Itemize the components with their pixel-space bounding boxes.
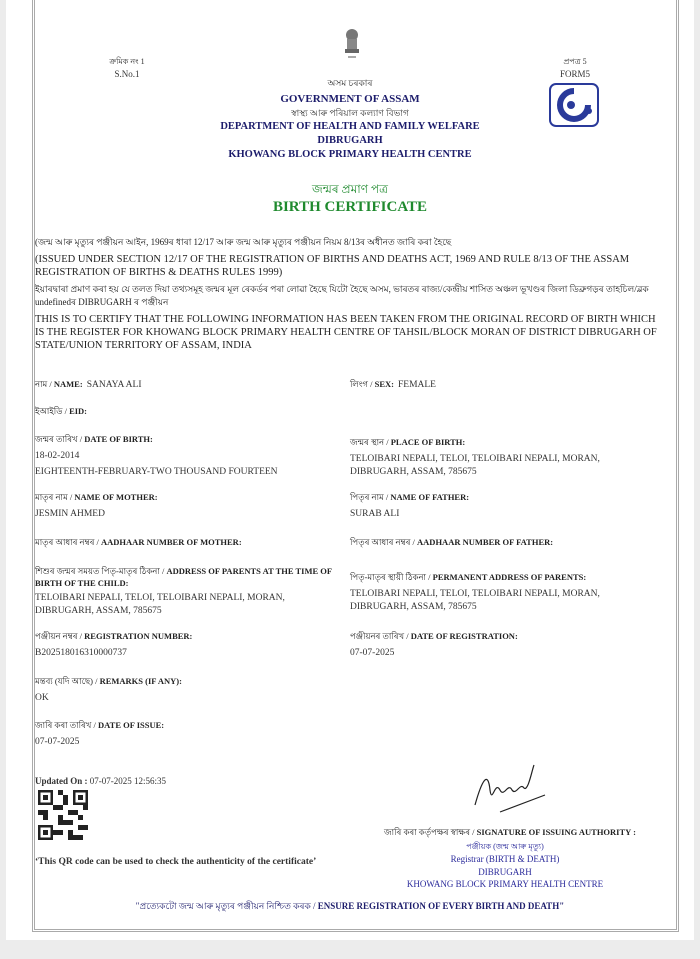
field-dob: জন্মৰ তাৰিখ / DATE OF BIRTH: 18-02-2014 EIGHTEENTH-FEBRUARY-TWO THOUSAND FOURTEEN: [35, 433, 340, 478]
dept-title: DEPARTMENT OF HEALTH AND FAMILY WELFARE: [220, 121, 480, 132]
sex-value: FEMALE: [397, 380, 436, 390]
certificate-title: BIRTH CERTIFICATE: [272, 199, 428, 215]
field-address-at-birth: শিশুৰ জন্মৰ সময়ত পিতৃ-মাতৃৰ ঠিকনা / ADDRESS OF PARENTS AT THE TIME OF BIRTH OF THE CHILD: TELOIBARI NEPALI, TELOI, TELOIBARI NEPALI, MORAN, DIBRUGARH, ASSAM, 785675: [35, 565, 340, 617]
name-value: SANAYA ALI: [86, 380, 142, 390]
signature-icon: [470, 760, 550, 815]
field-aadhaar-father: পিতৃৰ আধাৰ নম্বৰ / AADHAAR NUMBER OF FATHER:: [350, 537, 554, 547]
header-block: [150, 76, 550, 162]
title-as: জন্মৰ প্ৰমাণ পত্ৰ: [312, 182, 388, 196]
govt-title: GOVERNMENT OF ASSAM: [280, 93, 420, 105]
field-permanent-address: পিতৃ-মাতৃৰ স্থায়ী ঠিকনা / PERMANENT ADDRESS OF PARENTS: TELOIBARI NEPALI, TELOI, TELOIBARI NEPALI, MORAN, DIBRUGARH, ASSAM, 785675: [350, 571, 660, 613]
dob-words: EIGHTEENTH-FEBRUARY-TWO THOUSAND FOURTEEN: [35, 466, 278, 477]
form-label-as: প্ৰপত্ৰ 5: [563, 57, 587, 66]
dob-value: 18-02-2014: [35, 451, 80, 461]
serial-label-as: ক্ৰমিক নং 1: [109, 57, 145, 66]
remarks-value: OK: [35, 693, 49, 703]
updated-on: Updated On : 07-07-2025 12:56:35: [35, 776, 167, 786]
field-registration-date: পঞ্জীয়নৰ তাৰিখ / DATE OF REGISTRATION: 07-07-2025: [350, 630, 660, 660]
field-eid: ইআইডি / EID:: [35, 406, 88, 416]
field-remarks: মন্তব্য (যদি আছে) / REMARKS (IF ANY): OK: [35, 675, 340, 705]
field-father: পিতৃৰ নাম / NAME OF FATHER: SURAB ALI: [350, 491, 660, 521]
issue-date-value: 07-07-2025: [35, 737, 80, 747]
mother-value: JESMIN AHMED: [35, 509, 105, 519]
father-value: SURAB ALI: [350, 509, 400, 519]
field-registration-number: পঞ্জীয়ন নম্বৰ / REGISTRATION NUMBER: B202518016310000737: [35, 630, 340, 660]
authority-centre: KHOWANG BLOCK PRIMARY HEALTH CENTRE: [406, 879, 604, 889]
dept-as: স্বাস্থ্য আৰু পৰিয়াল কল্যাণ বিভাগ: [291, 108, 409, 118]
district-title: DIBRUGARH: [317, 135, 383, 146]
serial-label: S.No.1: [114, 69, 140, 79]
field-place-of-birth: জন্মৰ স্থান / PLACE OF BIRTH: TELOIBARI NEPALI, TELOI, TELOIBARI NEPALI, MORAN, DIBRUGARH, ASSAM, 785675: [350, 436, 660, 478]
registration-date-value: 07-07-2025: [350, 648, 395, 658]
updated-on-value: 07-07-2025 12:56:35: [89, 776, 167, 786]
authority-as: পঞ্জীয়ক (জন্ম আৰু মৃত্যু): [466, 842, 544, 851]
govt-as: অসম চৰকাৰ: [327, 78, 373, 88]
registration-number-value: B202518016310000737: [35, 648, 127, 658]
slogan: "প্ৰত্যেকটো জন্ম আৰু মৃত্যুৰ পঞ্জীয়ন নিশ্চিত কৰক / ENSURE REGISTRATION OF EVERY BIRTH AND DEATH": [135, 901, 565, 911]
field-name: নাম / NAME: SANAYA ALI: [35, 379, 142, 390]
certify-text: THIS IS TO CERTIFY THAT THE FOLLOWING INFORMATION HAS BEEN TAKEN FROM THE ORIGINAL RECORD OF BIRTH WHICH IS THE REGISTER FOR KHOWANG BLOCK PRIMARY HEALTH CENTRE OF TAHSIL/BLOCK MORAN OF DISTRICT DIBRUGARH OF STATE/UNION TERRITORY OF ASSAM, INDIA: [35, 314, 657, 351]
signature-label: জাৰি কৰা কৰ্তৃপক্ষৰ স্বাক্ষৰ / SIGNATURE OF ISSUING AUTHORITY :: [384, 827, 636, 837]
address-at-birth-value: TELOIBARI NEPALI, TELOI, TELOIBARI NEPALI, MORAN, DIBRUGARH, ASSAM, 785675: [35, 593, 285, 616]
qr-code-icon[interactable]: [38, 790, 88, 840]
issued-text: (ISSUED UNDER SECTION 12/17 OF THE REGISTRATION OF BIRTHS AND DEATHS ACT, 1969 AND RULE 8/13 OF THE ASSAM REGISTRATION OF BIRTHS & DEATHS RULES 1999): [35, 254, 630, 278]
field-issue-date: জাৰি কৰা তাৰিখ / DATE OF ISSUE: 07-07-2025: [35, 719, 340, 749]
authority-title: Registrar (BIRTH & DEATH): [450, 854, 560, 864]
field-aadhaar-mother: মাতৃৰ আধাৰ নম্বৰ / AADHAAR NUMBER OF MOTHER:: [35, 537, 242, 547]
authority-district: DIBRUGARH: [478, 867, 532, 877]
field-mother: মাতৃৰ নাম / NAME OF MOTHER: JESMIN AHMED: [35, 491, 340, 521]
permanent-address-value: TELOIBARI NEPALI, TELOI, TELOIBARI NEPALI, MORAN, DIBRUGARH, ASSAM, 785675: [350, 589, 600, 612]
qr-note: ‘This QR code can be used to check the authenticity of the certificate’: [35, 857, 317, 867]
issued-as-text: (জন্ম আৰু মৃত্যুৰ পঞ্জীয়ন আইন, 1969ৰ ধাৰা 12/17 আৰু জন্ম আৰু মৃত্যুৰ পঞ্জীয়ন নিয়ম 8/13ৰ অধীনত জাৰি কৰা হৈছে: [35, 237, 452, 247]
centre-title: KHOWANG BLOCK PRIMARY HEALTH CENTRE: [228, 149, 472, 160]
pob-value: TELOIBARI NEPALI, TELOI, TELOIBARI NEPALI, MORAN, DIBRUGARH, ASSAM, 785675: [350, 454, 600, 477]
health-logo-icon: [549, 83, 599, 127]
field-sex: লিংগ / SEX: FEMALE: [350, 379, 436, 390]
certify-as-text: ইয়াৰদ্বাৰা প্ৰমাণ কৰা হয় যে তলত দিয়া তথ্যসমূহ জন্মৰ মূল ৰেকৰ্ডৰ পৰা লোৱা হৈছে যিটো হৈছে অসম, ভাৰতৰ ৰাজ্য/কেন্দ্ৰীয় শাসিত অঞ্চল ভূখণ্ডৰ জিলা ডিব্ৰুগড়ৰ তাহচিল/ব্লক undefinedৰ DIBRUGARH ৰ পঞ্জীয়ন: [35, 284, 649, 307]
form-label: FORM5: [559, 69, 590, 79]
national-emblem-icon: [340, 27, 364, 61]
